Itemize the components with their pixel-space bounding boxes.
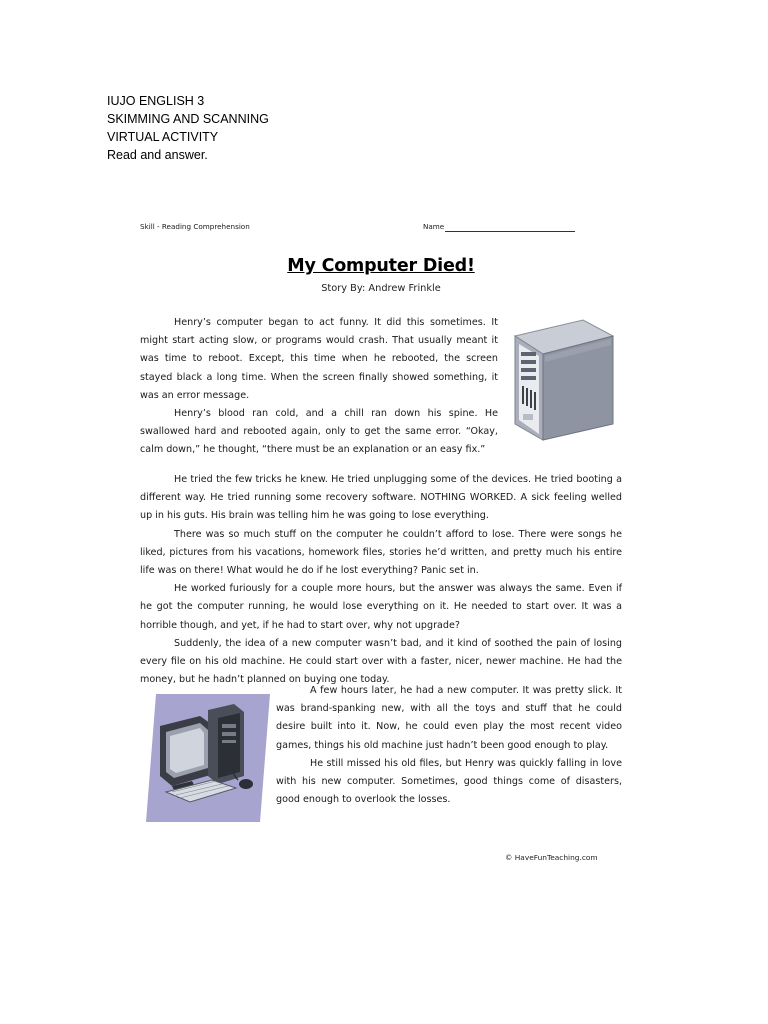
story-text-bottom [276, 682, 622, 809]
paragraph: He tried the few tricks he knew. He tried unplugging some of the devices. He tried booting a different way. He tried running some recovery software. NOTHING WORKED. A sick feeling welled up in his guts. His brain was telling him he was going to lose everything. [140, 474, 622, 522]
course-title: IUJO ENGLISH 3 [107, 94, 205, 108]
paragraph: He worked furiously for a couple more hours, but the answer was always the same. Even if he got the computer running, he would lose everything on it. He needed to start over. It was a horrible though, and yet, if he had to start over, why not upgrade? [140, 583, 622, 631]
reading-worksheet [136, 216, 626, 876]
desktop-computer-icon [142, 688, 270, 826]
story-text-middle [140, 471, 622, 689]
story-title: My Computer Died! [287, 256, 475, 276]
name-line [445, 231, 575, 232]
name-label: Name [423, 222, 445, 231]
paragraph: There was so much stuff on the computer he couldn’t afford to lose. There were songs he liked, pictures from his vacations, homework files, stories he’d written, and pretty much his entire life was on there! What would he do if he lost everything? Panic set in. [140, 528, 622, 577]
story-text-top [140, 314, 498, 460]
paragraph: Henry’s computer began to act funny. It did this sometimes. It might start acting slow, or programs would crash. That usually meant it was time to reboot. Except, this time when he rebooted, the screen stayed black a long time. When the screen finally showed something, it was an error message. [140, 317, 498, 401]
activity-type: VIRTUAL ACTIVITY [107, 130, 219, 144]
skill-label: Skill - Reading Comprehension [140, 222, 250, 231]
instructions: Read and answer. [107, 148, 208, 162]
paragraph: He still missed his old files, but Henry was quickly falling in love with his new computer. Sometimes, good things come of disasters, good enough to overlook the losses. [276, 757, 622, 806]
paragraph: Henry’s blood ran cold, and a chill ran down his spine. He swallowed hard and rebooted again, only to get the same error. “Okay, calm down,” he thought, “there must be an explanation or an easy fix.” [140, 408, 498, 456]
story-byline: Story By: Andrew Frinkle [321, 283, 441, 294]
computer-tower-icon [509, 314, 619, 442]
paragraph: A few hours later, he had a new computer. It was pretty slick. It was brand-spanking new, with all the toys and stuff that he could desire built into it. Now, he could even play the most recent video games, things his old machine just hadn’t been good enough to play. [276, 685, 622, 751]
activity-header [107, 92, 269, 164]
activity-topic: SKIMMING AND SCANNING [107, 112, 269, 126]
paragraph: Suddenly, the idea of a new computer wasn’t bad, and it kind of soothed the pain of losing every file on his old machine. He could start over with a faster, nicer, newer machine. He had the money, but he hadn’t planned on buying one today. [140, 637, 622, 686]
copyright-notice: © HaveFunTeaching.com [505, 853, 598, 862]
